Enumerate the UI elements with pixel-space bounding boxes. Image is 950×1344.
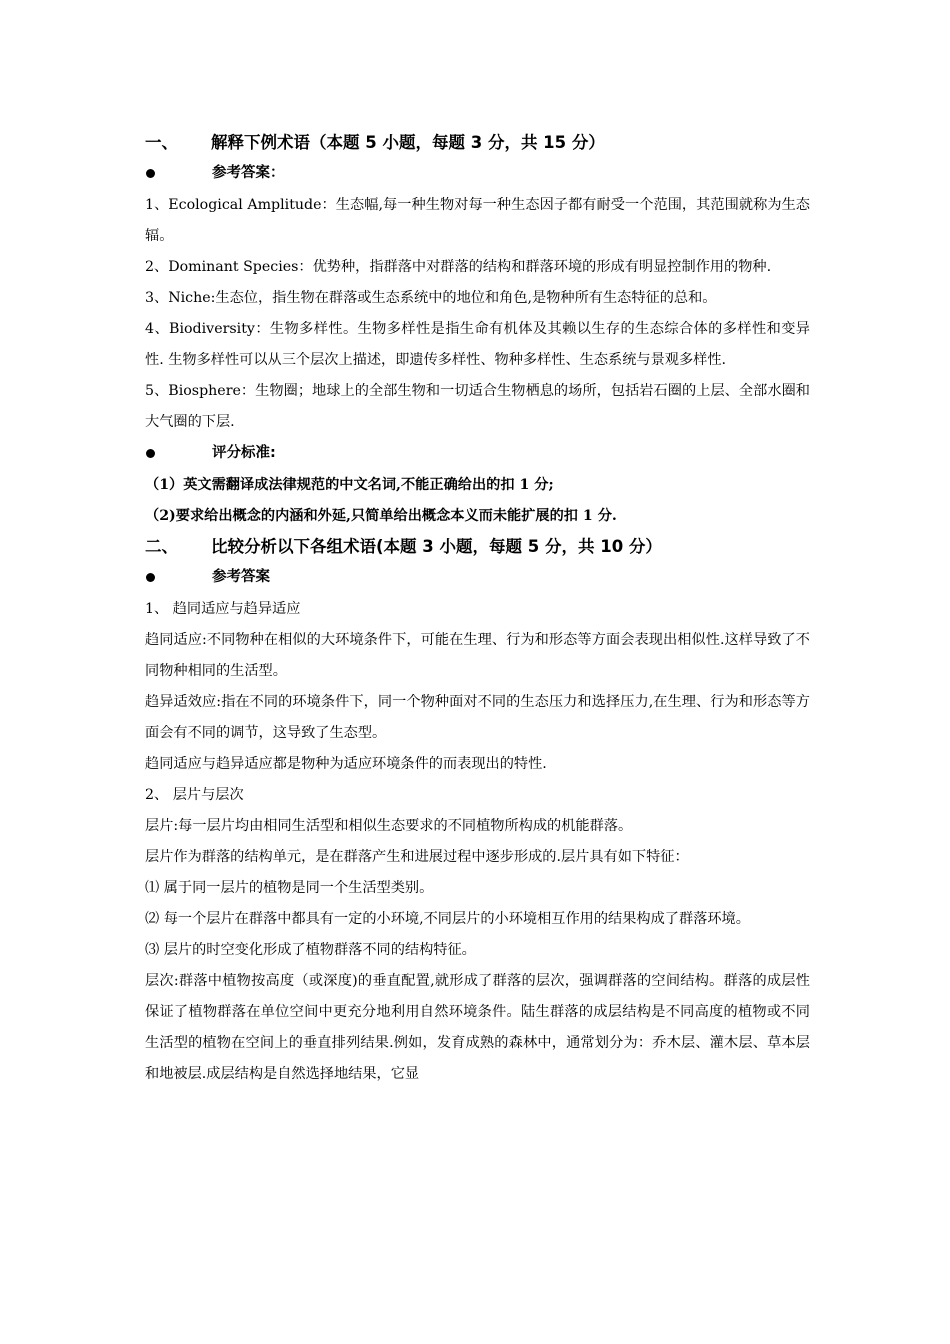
section1-title: 解释下例术语（本题 5 小题，每题 3 分，共 15 分） — [211, 133, 605, 152]
section1-criteria-label — [145, 442, 810, 464]
comparison-paragraph: 层片作为群落的结构单元，是在群落产生和进展过程中逐步形成的.层片具有如下特征： — [145, 849, 689, 865]
section1-number: 一、 — [145, 133, 178, 152]
section2-number: 二、 — [145, 537, 178, 556]
section1-answer-label — [145, 162, 810, 184]
comparison-paragraph: 1、 趋同适应与趋异适应 — [145, 601, 301, 617]
bullet-dot-icon — [146, 449, 155, 458]
comparison-paragraph: 2、 层片与层次 — [145, 787, 244, 803]
comparison-paragraph: 趋同适应与趋异适应都是物种为适应环境条件的而表现出的特性. — [145, 756, 547, 772]
comparison-paragraph: 层次:群落中植物按高度（或深度)的垂直配置,就形成了群落的层次，强调群落的空间结构。群落的成层性保证了植物群落在单位空间中更充分地利用自然环境条件。陆生群落的成层结构是不同高度的植物或不同生活型的植物在空间上的垂直排列结果.例如，发育成熟的森林中，通常划分为：乔木层、灌木层、草本层和地被层.成层结构是自然选择地结果，它显 — [145, 973, 810, 1082]
comparison-paragraph: ⑵ 每一个层片在群落中都具有一定的小环境,不同层片的小环境相互作用的结果构成了群落环境。 — [145, 911, 750, 927]
term-item-1: 1、Ecological Amplitude：生态幅,每一种生物对每一种生态因子都有耐受一个范围，其范围就称为生态辐。 — [145, 197, 810, 244]
comparison-paragraph: ⑴ 属于同一层片的植物是同一个生活型类别。 — [145, 880, 434, 896]
criteria-item-1: （1）英文需翻译成法律规范的中文名词,不能正确给出的扣 1 分; — [145, 477, 554, 493]
criteria-item-2: （2)要求给出概念的内涵和外延,只简单给出概念本义而未能扩展的扣 1 分. — [145, 508, 617, 524]
section1-heading — [145, 130, 810, 156]
comparison-paragraph: ⑶ 层片的时空变化形成了植物群落不同的结构特征。 — [145, 942, 476, 958]
comparison-paragraph: 趋同适应:不同物种在相似的大环境条件下，可能在生理、行为和形态等方面会表现出相似性.这样导致了不同物种相同的生活型。 — [145, 632, 810, 679]
answer-label-text: 参考答案： — [212, 165, 285, 181]
section2-answer-label — [145, 566, 810, 588]
bullet-dot-icon — [146, 573, 155, 582]
answer-label-text: 参考答案 — [212, 569, 270, 585]
bullet-dot-icon — [146, 169, 155, 178]
document-content — [145, 130, 810, 1090]
section2-heading — [145, 534, 810, 560]
comparison-paragraph: 层片:每一层片均由相同生活型和相似生态要求的不同植物所构成的机能群落。 — [145, 818, 633, 834]
term-item-2: 2、Dominant Species：优势种，指群落中对群落的结构和群落环境的形成有明显控制作用的物种. — [145, 259, 772, 275]
term-item-5: 5、Biosphere：生物圈；地球上的全部生物和一切适合生物栖息的场所，包括岩石圈的上层、全部水圈和大气圈的下层. — [145, 383, 810, 430]
term-item-3: 3、Niche:生态位，指生物在群落或生态系统中的地位和角色,是物种所有生态特征的总和。 — [145, 290, 717, 306]
term-item-4: 4、Biodiversity：生物多样性。生物多样性是指生命有机体及其赖以生存的生态综合体的多样性和变异性. 生物多样性可以从三个层次上描述，即遗传多样性、物种多样性、生态系统与景观多样性. — [145, 321, 810, 368]
section2-title: 比较分析以下各组术语(本题 3 小题，每题 5 分，共 10 分） — [211, 537, 662, 556]
criteria-label-text: 评分标准: — [212, 445, 276, 461]
comparison-paragraph: 趋异适效应:指在不同的环境条件下，同一个物种面对不同的生态压力和选择压力,在生理、行为和形态等方面会有不同的调节，这导致了生态型。 — [145, 694, 810, 741]
